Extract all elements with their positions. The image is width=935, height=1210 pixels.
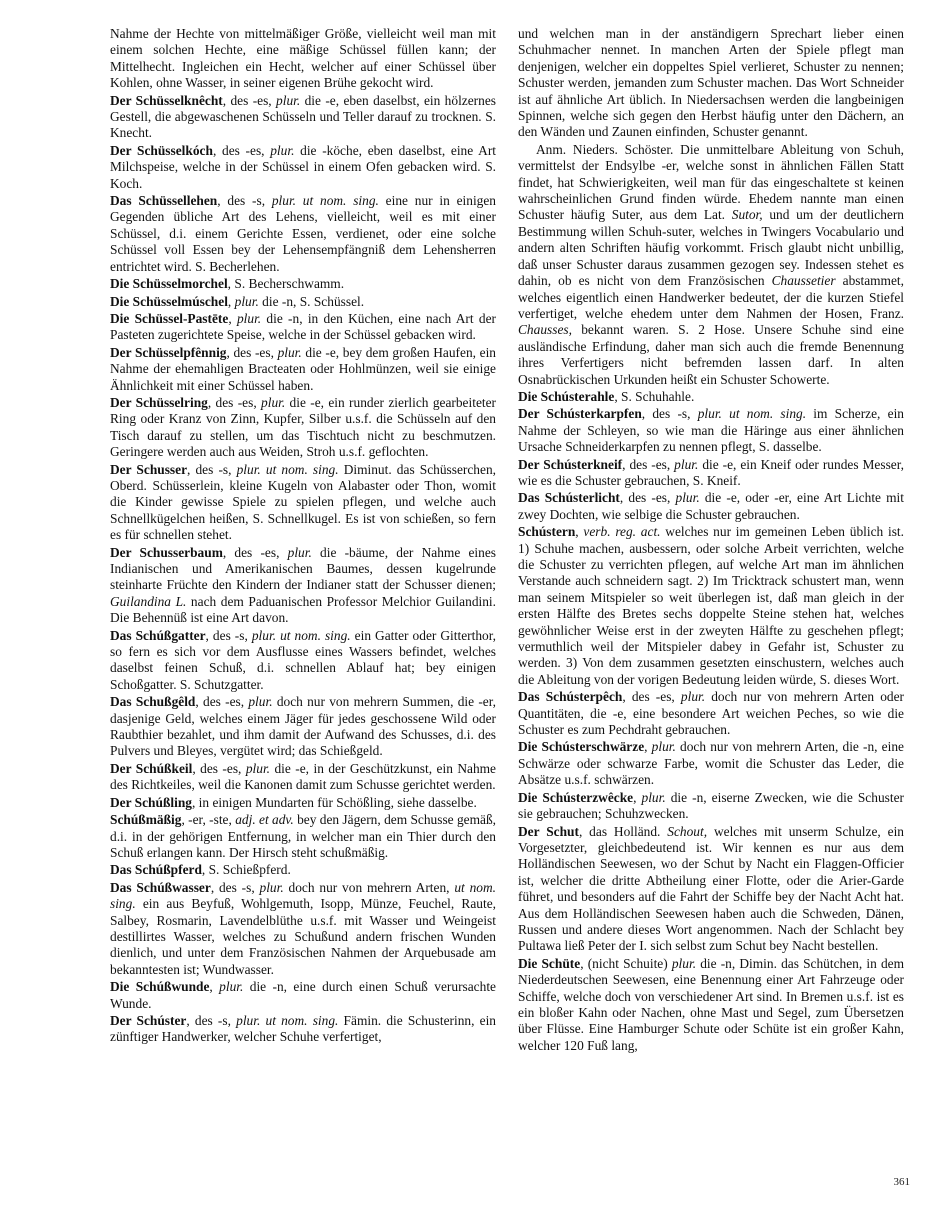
entry-headword: Die Schüsselmúschel <box>110 293 228 309</box>
entry-grammar-note: plur. ut nom. sing. <box>251 627 351 643</box>
dictionary-entry <box>518 142 904 388</box>
entry-text: die -n, Dimin. das Schütchen, in dem Niederdeutschen Seewesen, eine Benennung einer Art Fahrzeuge oder Schiffe, welche doch von verschiedener Art sind. In Bremen u.s.f. ist es ein bloßer Kahn oder Nachen, ohne Mast und Segel, zum Übersetzen über Flüsse. Eine Hamburger Schute oder Schüte ist ein großer Kahn, welcher 120 Fuß lang, <box>518 955 905 1053</box>
dictionary-entry <box>518 689 904 738</box>
dictionary-entry <box>518 490 904 523</box>
entry-text: , <box>644 739 652 755</box>
entry-grammar-note: plur. <box>675 490 700 506</box>
entry-text: die -n, eiserne Zwecken, wie die Schuster sie gebrauchen; Schuhzwecken. <box>518 789 904 822</box>
entry-grammar-note: plur. <box>248 694 273 710</box>
entry-grammar-note: Chausses, <box>518 322 572 338</box>
dictionary-entry <box>518 389 904 405</box>
entry-headword: Der Schusser <box>110 461 188 477</box>
entry-text: , <box>227 293 235 309</box>
entry-text: , <box>228 310 237 326</box>
entry-text: und welchen man in der anständigern Sprechart lieber einen Schuhmacher nennet. In manchen Arten der Spiele pflegt man denjenigen, welcher ein doppeltes Spiel verlieret, Schuster zu nennen; Schuster werden, jemanden zum Schuster machen. Das Wort Schneider ist auf ähnliche Art üblich. In Niedersachsen werden die langbeinigen Spinnen, welche sich gegen den Herbst häufig unter den Dächern, an den Wänden und Zaunen einfinden, Schuster genannt. <box>518 26 904 140</box>
entry-text: Nahme der Hechte von mittelmäßiger Größe, vielleicht weil man mit einem solchen Hechte, eine mäßige Schüssel füllen kann; der Mittelhecht. Ingleichen ein Hecht, welcher auf einer Schüssel über Kohlen, ohne Wasser, in seiner eigenen Brühe gekocht wird. <box>110 26 496 91</box>
entry-headword: Die Schüssel-Pastēte <box>110 310 229 326</box>
entry-grammar-note: plur. <box>651 739 676 755</box>
entry-grammar-note: ut nom. sing. <box>110 879 496 912</box>
dictionary-entry <box>110 761 496 794</box>
entry-text: eine nur in einigen Gegenden übliche Art des Lehens, vielleicht, weil es mit einer Schüssel, d.i. einem Gerichte Essen, verdienet, oder eine solche Schüssel voll Essen bey der Lehensempfängniß dem Lehensherren entrichtet wird. S. Becherlehen. <box>110 193 496 274</box>
dictionary-entry <box>110 880 496 978</box>
entry-text: , S. Schießpferd. <box>201 862 291 878</box>
entry-text: doch nur von mehrern Summen, die -er, dasjenige Geld, welches einem Jäger für jedes geschossene Wild oder Raubthier bezahlet, und ihm damit der Aufwand des Schusses, d.i. des Pulvers und Bleyes, vergütet wird; das Schießgeld. <box>110 694 496 759</box>
entry-headword: Der Schústerkarpfen <box>518 406 642 422</box>
entry-text: , des -s, <box>210 879 260 895</box>
entry-text: , des -s, <box>205 627 252 643</box>
entry-text: Anm. Nieders. Schöster. Die unmittelbare Ableitung von Schuh, vermittelst der Endsylbe -er, welche sonst in ähnlichen Fällen Statt findet, hat Schwierigkeiten, weil man für das eingeschaltete st keinen wahrscheinlichen Grund finden würde. Ehedem nannte man einen Schuster häufig Suter, aus dem Lat. <box>518 141 904 223</box>
entry-text: die -e, oder -er, eine Art Lichte mit zwey Dochten, wie selbige die Schuster gebrauchen. <box>518 490 905 522</box>
entry-headword: Schústern <box>518 524 576 540</box>
entry-text: , des -s, <box>641 406 698 422</box>
entry-text: doch nur von mehrern Arten, die -n, eine Schwärze oder schwarze Farbe, womit die Schuster das Leder, die Absätze u.s.f. schwärzen. <box>518 739 904 788</box>
dictionary-entry <box>110 694 496 760</box>
entry-headword: Das Schußgêld <box>110 694 196 710</box>
entry-headword: Der Schüsselknêcht <box>110 92 223 108</box>
dictionary-entry <box>110 395 496 461</box>
entry-text: bey den Jägern, dem Schusse gemäß, d.i. in der gehörigen Entfernung, in welcher man ein Thier durch den Schuß erlangen kann. Der Hirsch steht schußmäßig. <box>110 812 497 860</box>
dictionary-entry <box>110 93 496 142</box>
entry-text: doch nur von mehrern Arten, <box>283 879 455 895</box>
entry-grammar-note: adj. et adv. <box>235 812 294 828</box>
entry-text: die -e, bey dem großen Haufen, ein Nahme der ehemahligen Bracteaten oder Hohlmünzen, weil sie einige Ähnlichkeit mit einer Schüssel haben. <box>110 344 496 393</box>
entry-headword: Der Schusserbaum <box>110 544 223 560</box>
entry-text: , S. Becherschwamm. <box>227 276 345 292</box>
entry-text: , <box>633 789 642 805</box>
entry-grammar-note: verb. reg. act. <box>583 524 661 540</box>
entry-text: , des -s, <box>187 461 237 477</box>
entry-text: welches nur im gemeinen Leben üblich ist. 1) Schuhe machen, ausbessern, oder solche Arbeit verrichten, welche die Schuster zu verrichten pflegen, auf welche Art man im ähnlichen Verstande auch schneidern sagt. 2) Im Tricktrack schustert man, wenn man seinem Mitspieler so weit überlegen ist, daß man gleich in der ersten Hälfte des Bretes sechs doppelte Steine stehen hat, welches gewöhnlicher Weise erst in der zweyten Hälfte zu geschehen pflegt; vermuthlich weil der Mitspieler dabey in Gefahr ist, Schuster zu werden. 3) Von dem zusammen gesetzten einschustern, welches auch die Ableitung von der vorigen Bedeutung leiden würde, S. dieses Wort. <box>518 524 904 687</box>
entry-text: , des -es, <box>222 92 277 108</box>
entry-grammar-note: Guilandina L. <box>110 593 187 609</box>
entry-grammar-note: plur. <box>234 293 259 309</box>
entry-text: , des -es, <box>195 694 249 710</box>
entry-text: welches mit unserm Schulze, ein Vorgesetzter, gleichbedeutend ist. Wir kennen es nur aus dem Holländischen Seewesen, wo der Schut by Nacht ein Flaggen-Officier ist, welcher die dritte Abtheilung einer Flotte, oder die Arier-Garde führet, und besonders auf die Fahrt der Schiffe bey der Nacht Acht hat. Aus dem Holländischen Seewesen haben auch die Schweden, Dänen, Russen und andere dieses Wort angenommen. Nach der Schlacht bey Pultawa ließ Peter der I. sich selbst zum Schut bey Nacht bestellen. <box>518 823 904 954</box>
entry-headword: Das Schúßwasser <box>110 879 211 895</box>
dictionary-entry <box>518 26 904 141</box>
entry-text: die -n, eine durch einen Schuß verursachte Wunde. <box>110 979 496 1011</box>
entry-grammar-note: plur. <box>261 394 286 410</box>
entry-headword: Schúßmäßig <box>110 812 182 828</box>
entry-headword: Der Schúßkeil <box>110 760 193 776</box>
entry-text: , des -es, <box>619 490 676 506</box>
entry-grammar-note: Chaussetier <box>771 273 836 289</box>
entry-text: abstammet, welches eigentlich einen Handwerker bedeutet, der die kurzen Stiefel verfertiget, welche ehedem unter dem Nahmen der Hosen, Franz. <box>518 273 904 321</box>
entry-text: , des -es, <box>622 689 681 705</box>
entry-text: , S. Schuhahle. <box>614 388 695 404</box>
dictionary-entry <box>110 979 496 1012</box>
entry-text: die -e, in der Geschützkunst, ein Nahme des Richtkeiles, weil die Kanonen damit zum Schusse gerichtet werden. <box>110 760 496 793</box>
entry-text: , <box>209 979 220 995</box>
dictionary-entry <box>110 795 496 811</box>
dictionary-entry <box>110 311 496 344</box>
entry-grammar-note: plur. <box>277 344 302 360</box>
entry-text: , des -s, <box>217 193 272 209</box>
entry-text: , des -es, <box>622 456 675 472</box>
entry-headword: Die Schüsselmorchel <box>110 276 228 292</box>
entry-grammar-note: plur. <box>219 979 244 995</box>
entry-text: die -e, ein runder zierlich gearbeiteter Ring oder Kranz von Zinn, Kupfer, Silber u.s.f. die Schüsseln auf den Tisch darauf zu stellen, um das Tischtuch nicht zu beschmutzen. Geringere werden auch aus Weiden, Stroh u.s.f. geflochten. <box>110 394 497 460</box>
dictionary-entry <box>110 462 496 544</box>
entry-text: Diminut. das Schüsserchen, Oberd. Schüsserlein, kleine Kugeln von Alabaster oder Thon, womit die Kinder gewisse Spiele zu spielen pflegen, und welche auch Schnellkügelchen heißen, S. Schnellkugel. Es ist von schießen, so fern es für schnellen stehet. <box>110 461 496 543</box>
entry-headword: Der Schúßling <box>110 794 192 810</box>
left-column <box>110 26 496 1047</box>
entry-grammar-note: plur. <box>276 92 301 108</box>
entry-headword: Das Schúßpferd <box>110 862 202 878</box>
entry-text: die -köche, eben daselbst, eine Art Milchspeise, welche in der Schüssel in einem Ofen gebacken wird. S. Koch. <box>110 142 496 191</box>
entry-text: die -n, S. Schüssel. <box>258 293 365 309</box>
entry-text: , des -es, <box>207 394 262 410</box>
entry-text: die -bäume, der Nahme eines Indianischen und Amerikanischen Baumes, dessen kugelrunde steinharte Früchte den Kindern der Indianer statt der Schusser dienen; <box>110 544 496 593</box>
dictionary-entry <box>110 628 496 694</box>
entry-headword: Der Schut <box>518 823 579 839</box>
dictionary-entry <box>518 739 904 788</box>
entry-headword: Der Schúster <box>110 1012 187 1028</box>
entry-text: doch nur von mehrern Arten oder Quantitäten, die -e, eine besondere Art weichen Peches, so wie die Schuster es zum Pechdraht gebrauchen. <box>518 689 904 738</box>
entry-grammar-note: plur. ut nom. sing. <box>236 461 339 477</box>
entry-grammar-note: plur. ut nom. sing. <box>236 1012 339 1028</box>
entry-text: , (nicht Schuite) <box>580 955 672 971</box>
entry-headword: Das Schüssellehen <box>110 193 218 209</box>
entry-grammar-note: plur. <box>259 879 284 895</box>
entry-text: die -e, ein Kneif oder rundes Messer, wie es die Schuster gebrauchen, S. Kneif. <box>518 456 904 488</box>
dictionary-entry <box>518 956 904 1054</box>
entry-text: , <box>575 524 584 540</box>
dictionary-entry <box>110 545 496 627</box>
entry-headword: Der Schüsselring <box>110 394 208 410</box>
entry-headword: Das Schúßgatter <box>110 627 206 643</box>
dictionary-entry <box>110 812 496 861</box>
dictionary-entry <box>518 824 904 955</box>
entry-grammar-note: Sutor, <box>731 207 763 223</box>
entry-headword: Die Schüte <box>518 955 581 971</box>
dictionary-entry <box>518 790 904 823</box>
entry-text: ein Gatter oder Gitterthor, so fern es sich vor dem Ausflusse eines Wassers befindet, welches daselbst feinen Schuß, d.i. schnellen Ablauf hat; bey einigen Schoßgatter. S. Schutzgatter. <box>110 627 496 692</box>
entry-text: bekannt waren. S. 2 Hose. Unsere Schuhe sind eine ausländische Erfindung, daher man sich auch die fremde Benennung ihres Verfertigers nicht befremden lassen darf. In alten Osnabrückischen Urkunden heißt ein Schuster Schowerte. <box>518 322 904 387</box>
entry-text: nach dem Paduanischen Professor Melchior Guilandini. Die Behennüß ist eine Art davon. <box>110 593 496 626</box>
entry-text: , das Holländ. <box>578 823 668 839</box>
entry-grammar-note: plur. <box>287 544 312 560</box>
entry-grammar-note: plur. <box>674 456 699 472</box>
entry-text: , in einigen Mundarten für Schößling, siehe dasselbe. <box>191 794 477 810</box>
entry-grammar-note: plur. ut nom. sing. <box>271 193 379 209</box>
dictionary-entry <box>518 406 904 455</box>
dictionary-entry <box>110 862 496 878</box>
dictionary-entry <box>110 26 496 92</box>
entry-text: , des -es, <box>192 760 246 776</box>
entry-headword: Das Schústerpêch <box>518 689 623 705</box>
dictionary-entry <box>518 524 904 688</box>
entry-text: die -n, in den Küchen, eine nach Art der Pasteten zugerichtete Speise, welche in der Schüssel gebacken wird. <box>110 310 496 343</box>
entry-headword: Der Schüsselkóch <box>110 142 213 158</box>
dictionary-entry <box>110 276 496 292</box>
entry-grammar-note: plur. <box>680 689 706 705</box>
entry-text: , des -es, <box>226 344 278 360</box>
entry-grammar-note: Schout, <box>667 823 708 839</box>
entry-headword: Der Schústerkneif <box>518 456 623 472</box>
entry-headword: Der Schüsselpfênnig <box>110 344 227 360</box>
entry-headword: Die Schústerzwêcke <box>518 789 634 805</box>
entry-headword: Die Schústerahle <box>518 388 615 404</box>
entry-headword: Die Schústerschwärze <box>518 739 645 755</box>
entry-text: im Scherze, ein Nahme der Schleyen, so wie man die Häringe aus einer ähnlichen Ursache Schneiderkarpfen zu nennen pflegt, S. dasselbe. <box>518 406 904 455</box>
dictionary-entry <box>110 345 496 394</box>
dictionary-entry <box>110 143 496 192</box>
dictionary-entry <box>110 294 496 310</box>
dictionary-entry <box>518 457 904 490</box>
entry-text: die -e, eben daselbst, ein hölzernes Gestell, die abgewaschenen Schüsseln und Teller darauf zu trocknen. S. Knecht. <box>110 92 496 141</box>
entry-text: ein aus Beyfuß, Wohlgemuth, Isopp, Münze, Feuchel, Raute, Salbey, Rosmarin, Lavendelblüthe u.s.f. mit Wasser und Weingeist destillirtes Wasser, welches zu Schußund andern frischen Wunden dienlich, und unter dem Französischen Nahmen der Arquebusade am bekanntesten ist; Wundwasser. <box>110 896 496 977</box>
entry-text: und um der deutlichern Bestimmung willen Schuh-suter, welches in Twingers Vocabulario und andern alten Schriften häufig vorkommt. Frisch glaubt nicht unbillig, daß unser Schuster daraus zusammen gezogen sey. Indessen stehet es dahin, ob es nicht von dem Französischen <box>518 207 904 289</box>
entry-text: , des -es, <box>222 544 288 560</box>
entry-text: , des -s, <box>186 1012 237 1028</box>
entry-text: , -er, -ste, <box>181 812 236 828</box>
entry-grammar-note: plur. <box>270 142 295 158</box>
dictionary-entry <box>110 1013 496 1046</box>
entry-headword: Die Schúßwunde <box>110 979 210 995</box>
page-number: 361 <box>893 1176 910 1188</box>
right-column <box>518 26 904 1055</box>
entry-text: , des -es, <box>212 142 271 158</box>
entry-grammar-note: plur. ut nom. sing. <box>697 406 807 422</box>
entry-grammar-note: plur. <box>236 310 262 326</box>
entry-grammar-note: plur. <box>641 789 666 805</box>
entry-text: Fämin. die Schusterinn, ein zünftiger Handwerker, welcher Schuhe verfertiget, <box>110 1012 496 1045</box>
entry-headword: Das Schústerlicht <box>518 490 620 506</box>
dictionary-entry <box>110 193 496 275</box>
entry-grammar-note: plur. <box>245 760 271 776</box>
entry-grammar-note: plur. <box>671 955 697 971</box>
